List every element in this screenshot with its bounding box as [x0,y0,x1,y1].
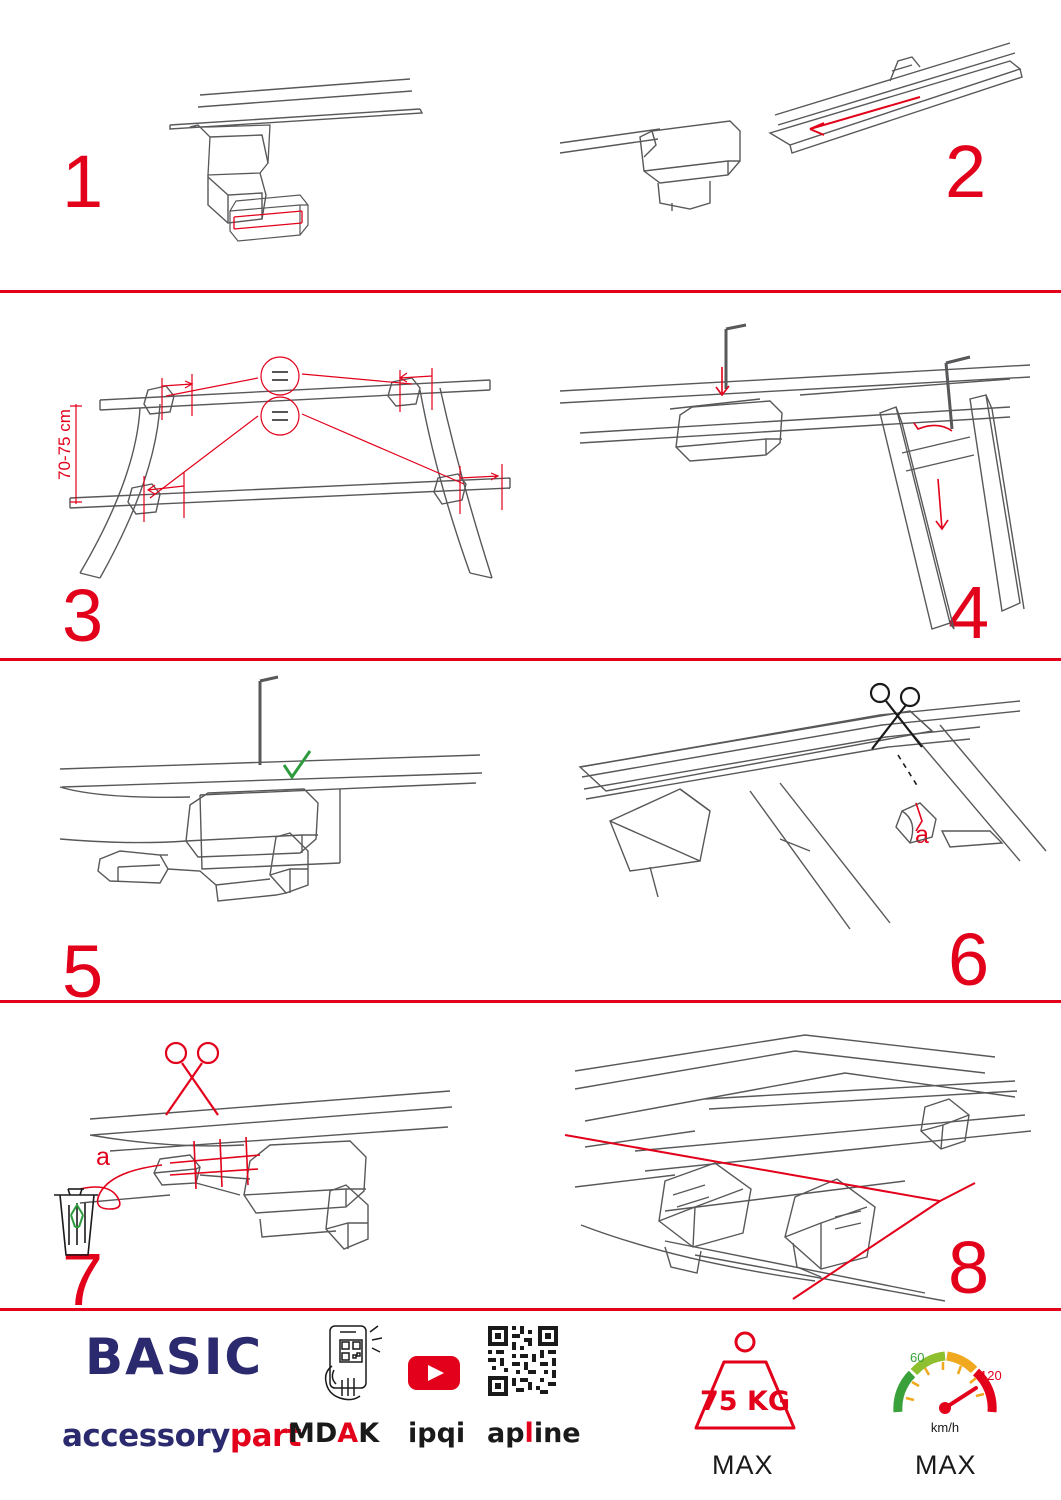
gauge-tick-60: 60 [910,1350,925,1365]
step-8-number: 8 [948,1226,989,1308]
step-8-figure [545,1011,1055,1301]
step-3-dimension-label: 70-75 cm [55,409,74,480]
step-2-panel [530,0,1061,290]
speedometer-icon [880,1328,1010,1440]
step-6-panel [530,661,1061,1000]
ipqi-label: ipqi [408,1418,466,1449]
brand-basic: BASIC [85,1328,264,1386]
apline-label-tail: ine [533,1418,581,1449]
apline-label-plain: ap [487,1418,525,1449]
weight-max-label: MAX [712,1450,774,1480]
step-7-figure [50,1023,490,1273]
mdak-label-tail: K [358,1418,380,1449]
brand-accessorypart [62,1418,301,1454]
apline-label [487,1418,581,1449]
step-1-panel [0,0,530,290]
step-7-label-a: a [96,1143,110,1171]
mdak-label-accent: A [337,1418,359,1449]
step-4-panel [540,293,1061,658]
step-3-number: 3 [62,574,103,657]
brand-accessory-part1: accessory [62,1418,230,1454]
step-7-panel [0,1003,530,1308]
step-6-label-a: a [915,821,929,849]
step-7-number: 7 [62,1238,103,1308]
mdak-icon [312,1322,392,1404]
step-8-panel [530,1003,1061,1308]
mdak-label [288,1418,379,1449]
qr-code-icon [486,1324,560,1398]
weight-value: 75 KG [699,1386,791,1417]
brand-accessory-part2: part [229,1418,302,1454]
weight-icon [680,1328,810,1438]
mdak-label-plain: MD [288,1418,338,1449]
step-4-number: 4 [948,571,989,654]
step-3-figure [40,328,530,588]
step-5-figure [40,669,500,929]
youtube-play-icon[interactable] [406,1352,462,1394]
step-2-figure [540,25,1040,225]
step-1-number: 1 [62,140,103,223]
step-6-figure [550,671,1050,941]
apline-label-accent: l [524,1418,534,1449]
step-3-panel [0,293,540,658]
gauge-tick-120: 120 [980,1368,1002,1383]
gauge-unit: km/h [930,1420,960,1435]
footer [0,1310,1061,1500]
step-5-number: 5 [62,930,103,1000]
step-2-number: 2 [945,130,986,213]
step-5-panel [0,661,530,1000]
step-6-number: 6 [948,918,989,1000]
step-1-figure [150,55,450,255]
speed-max-label: MAX [915,1450,977,1480]
step-4-figure [550,303,1050,633]
